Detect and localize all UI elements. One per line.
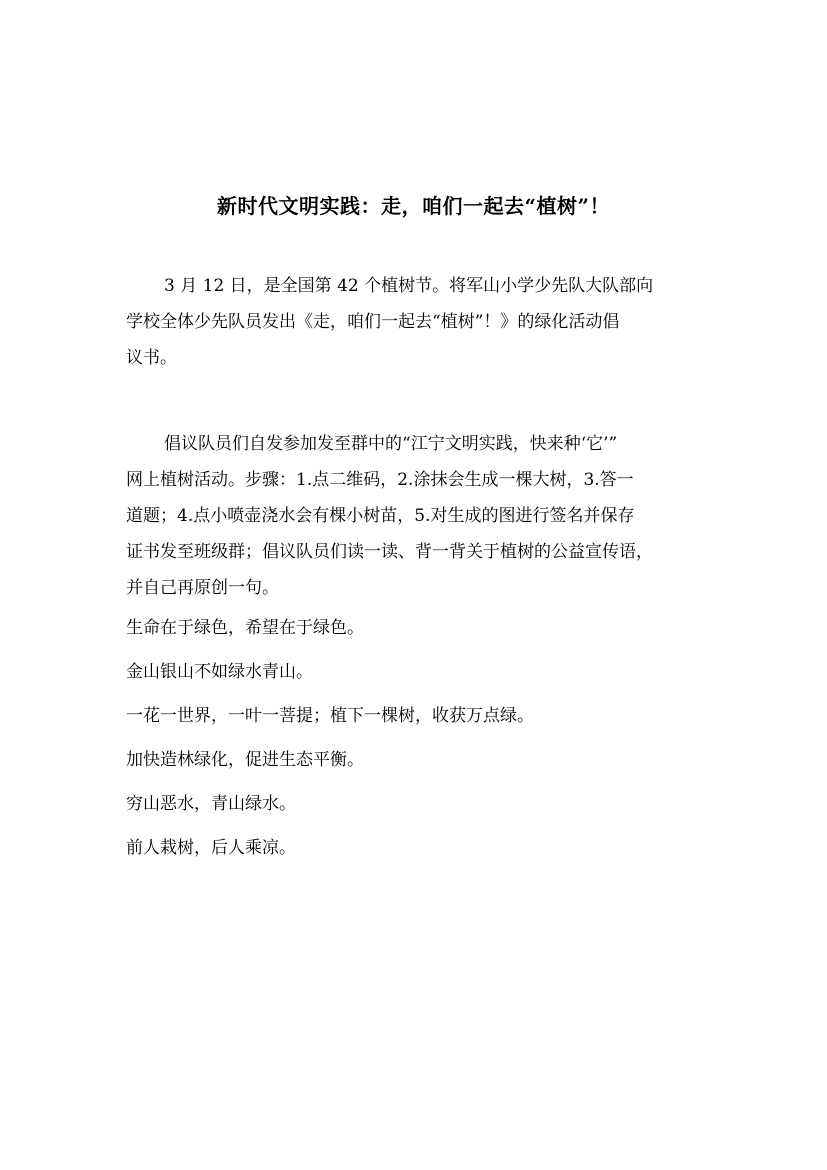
paragraph-line: 倡议队员们自发参加发至群中的“江宁文明实践，快来种‘它’” (164, 434, 618, 454)
slogan-line: 穷山恶水，青山绿水。 (126, 794, 296, 814)
slogan-line: 加快造林绿化，促进生态平衡。 (126, 750, 364, 770)
paragraph-line: 道题；4.点小喷壶浇水会有棵小树苗，5.对生成的图进行签名并保存 (126, 506, 635, 526)
paragraph-line: 学校全体少先队员发出《走，咱们一起去“植树”！》的绿化活动倡 (126, 312, 620, 332)
slogan-line: 前人栽树，后人乘凉。 (126, 838, 296, 858)
slogan-line: 金山银山不如绿水青山。 (126, 662, 313, 682)
paragraph-steps (126, 426, 706, 606)
document-body (126, 268, 706, 870)
paragraph-announcement (126, 268, 706, 376)
slogan-line: 一花一世界，一叶一菩提；植下一棵树，收获万点绿。 (126, 706, 534, 726)
paragraph-line: 证书发至班级群；倡议队员们读一读、背一背关于植树的公益宣传语， (126, 542, 653, 562)
paragraph-gap (126, 376, 706, 426)
paragraph-line: 3 月 12 日，是全国第 42 个植树节。将军山小学少先队大队部向 (164, 276, 654, 296)
paragraph-line: 网上植树活动。步骤：1.点二维码，2.涂抹会生成一棵大树，3.答一 (126, 470, 634, 490)
document-title: 新时代文明实践：走，咱们一起去“植树”！ (216, 194, 610, 218)
paragraph-line: 议书。 (126, 348, 177, 368)
paragraph-line: 并自己再原创一句。 (126, 578, 279, 598)
slogan-line: 生命在于绿色，希望在于绿色。 (126, 618, 364, 638)
